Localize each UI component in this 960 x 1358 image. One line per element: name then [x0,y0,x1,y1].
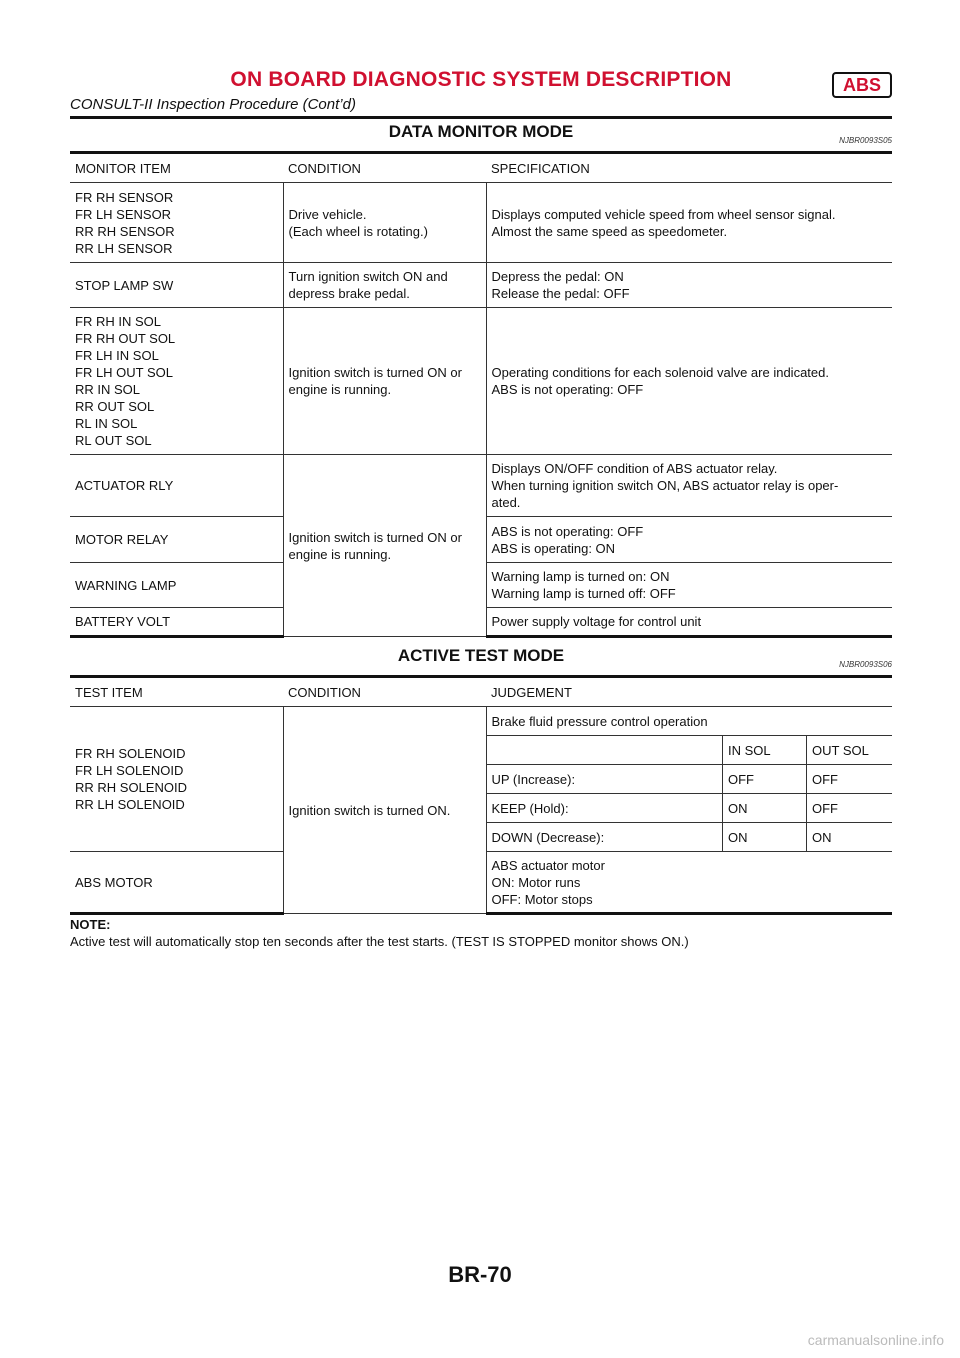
shared-condition: Ignition switch is turned ON or engine is running. [283,455,486,637]
out-sol-value: OFF [807,794,893,823]
judgement-row [487,765,893,794]
header-condition: CONDITION [283,677,486,707]
blank-cell [487,736,723,765]
in-sol-header: IN SOL [723,736,807,765]
active-test-condition: Ignition switch is turned ON. [283,707,486,914]
specification: Displays ON/OFF condition of ABS actuator relay. When turning ignition switch ON, ABS actuator relay is oper- ated. [486,455,892,517]
active-test-code: NJBR0093S06 [839,660,892,669]
monitor-item: MOTOR RELAY [70,517,283,563]
monitor-item: ACTUATOR RLY [70,455,283,517]
monitor-item: BATTERY VOLT [70,608,283,637]
out-sol-header: OUT SOL [807,736,893,765]
active-test-title: ACTIVE TEST MODE [397,646,565,665]
judgement-label: UP (Increase): [487,765,723,794]
header-title: ON BOARD DIAGNOSTIC SYSTEM DESCRIPTION [230,68,732,91]
judgement-title-row [487,707,893,736]
data-monitor-title: DATA MONITOR MODE [388,122,574,141]
page-number: BR-70 [448,1262,512,1287]
header-specification: SPECIFICATION [486,153,892,183]
condition: Turn ignition switch ON and depress brake pedal. [283,263,486,308]
judgement-row [487,794,893,823]
table-row [70,263,892,308]
specification: Warning lamp is turned on: ON Warning lamp is turned off: OFF [486,563,892,608]
note [70,916,892,950]
monitor-item: FR RH IN SOL FR RH OUT SOL FR LH IN SOL FR LH OUT SOL RR IN SOL RR OUT SOL RL IN SOL RL OUT SOL [70,308,283,455]
in-sol-value: OFF [723,765,807,794]
monitor-item: STOP LAMP SW [70,263,283,308]
table-header-row [70,153,892,183]
motor-item: ABS MOTOR [70,852,283,914]
in-sol-value: ON [723,823,807,852]
abs-badge: ABS [832,72,892,98]
solenoid-items: FR RH SOLENOID FR LH SOLENOID RR RH SOLENOID RR LH SOLENOID [70,707,283,852]
active-test-table [70,675,892,915]
judgement-label: KEEP (Hold): [487,794,723,823]
header-test-item: TEST ITEM [70,677,283,707]
specification: ABS is not operating: OFF ABS is operating: ON [486,517,892,563]
note-label: NOTE: [70,917,111,932]
data-monitor-heading [70,122,892,148]
header-judgement: JUDGEMENT [486,677,892,707]
header-rule [70,116,892,119]
data-monitor-code: NJBR0093S05 [839,136,892,145]
header-condition: CONDITION [283,153,486,183]
watermark: carmanualsonline.info [807,1332,944,1348]
table-row [70,707,892,852]
header-subtitle: CONSULT-II Inspection Procedure (Cont’d) [70,96,356,113]
active-test-heading [70,646,892,672]
motor-judgement: ABS actuator motor ON: Motor runs OFF: Motor stops [486,852,892,914]
solenoid-judgement-table [487,707,893,851]
monitor-item: FR RH SENSOR FR LH SENSOR RR RH SENSOR RR LH SENSOR [70,183,283,263]
table-header-row [70,677,892,707]
judgement-title: Brake fluid pressure control operation [487,707,893,736]
condition: Drive vehicle. (Each wheel is rotating.) [283,183,486,263]
data-monitor-table [70,151,892,638]
out-sol-value: OFF [807,765,893,794]
monitor-item: WARNING LAMP [70,563,283,608]
header-monitor-item: MONITOR ITEM [70,153,283,183]
specification: Depress the pedal: ON Release the pedal: OFF [486,263,892,308]
out-sol-value: ON [807,823,893,852]
condition: Ignition switch is turned ON or engine is running. [283,308,486,455]
in-sol-value: ON [723,794,807,823]
judgement-subheader-row [487,736,893,765]
table-row [70,183,892,263]
note-text: Active test will automatically stop ten seconds after the test starts. (TEST IS STOPPED monitor shows ON.) [70,934,689,949]
specification: Operating conditions for each solenoid valve are indicated. ABS is not operating: OFF [486,308,892,455]
judgement-row [487,823,893,852]
table-row [70,308,892,455]
table-row [70,455,892,517]
specification: Power supply voltage for control unit [486,608,892,637]
specification: Displays computed vehicle speed from wheel sensor signal. Almost the same speed as speedometer. [486,183,892,263]
judgement-cell [486,707,892,852]
judgement-label: DOWN (Decrease): [491,829,605,845]
